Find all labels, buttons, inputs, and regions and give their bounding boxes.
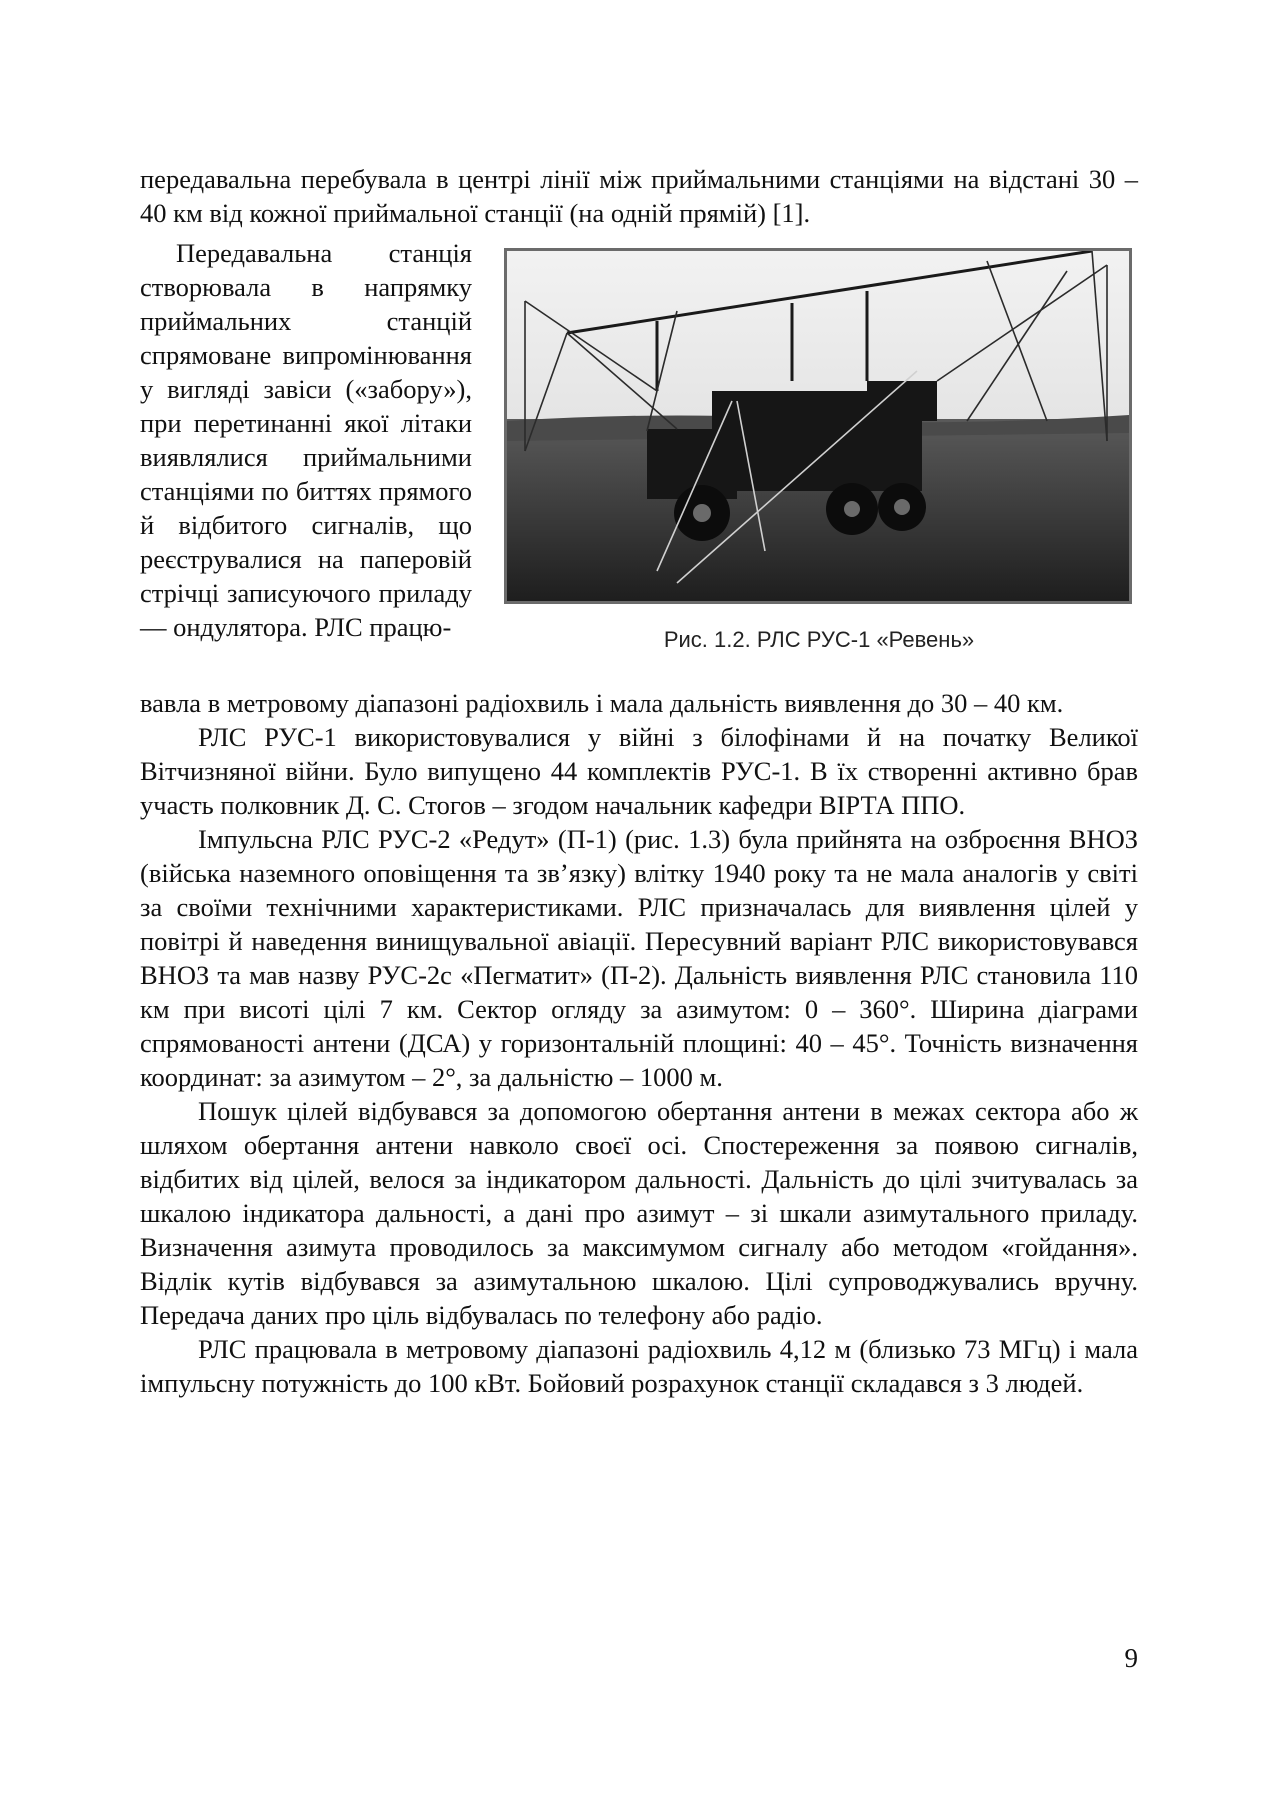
- paragraph-target-search: Пошук цілей відбувався за допомогою обертання антени в межах сектора або ж шляхом обертання антени навколо своєї осі. Спостереження за появою сигналів, відбитих від цілей, велося за індикатором дальності. Дальність до цілі зчитувалась за шкалою індикатора дальності, а дані про азимут – зі шкали азимутального приладу. Визначення азимута проводилось за максимумом сигналу або методом «гойдання». Відлік кутів відбувався за азимутальною шкалою. Цілі супроводжувались вручну. Передача даних про ціль відбувалась по телефону або радіо.: [140, 1096, 1138, 1330]
- paragraph-operating-range: РЛС працювала в метровому діапазоні радіохвиль 4,12 м (близько 73 МГц) і мала імпульсну потужність до 100 кВт. Бойовий розрахунок станції складався з 3 людей.: [140, 1334, 1138, 1398]
- page-number: 9: [1124, 1643, 1138, 1673]
- figure-1-2: [504, 248, 1134, 654]
- wrapped-paragraph-end: вавла в метровому діапазоні радіохвиль і мала дальність виявлення до 30 – 40 км.: [140, 688, 1064, 718]
- intro-paragraph-block: [140, 162, 1138, 230]
- radar-truck-illustration: [507, 251, 1129, 601]
- paragraph-rus1-usage: РЛС РУС-1 використовувалися у війні з білофінами й на початку Великої Вітчизняної війни. Було випущено 44 комплектів РУС-1. В їх створенні активно брав участь полковник Д. С. Стогов – згодом начальник кафедри ВІРТА ППО.: [140, 722, 1138, 820]
- intro-paragraph: передавальна перебувала в центрі лінії між приймальними станціями на відстані 30 – 40 км від кожної приймальної станції (на одній прямій) [1].: [140, 164, 1138, 228]
- paragraph-rus2-redut: Імпульсна РЛС РУС-2 «Редут» (П-1) (рис. 1.3) була прийнята на озброєння ВНОЗ (війська наземного оповіщення та зв’язку) влітку 1940 року та не мала аналогів у світі за своїми технічними характеристиками. РЛС призначалась для виявлення цілей у повітрі й наведення винищувальної авіації. Пересувний варіант РЛС використовувався ВНОЗ та мав назву РУС-2с «Пегматит» (П-2). Дальність виявлення РЛС становила 110 км при висоті цілі 7 км. Сектор огляду за азимутом: 0 – 360°. Ширина діаграми спрямованості антени (ДСА) у горизонтальній площині: 40 – 45°. Точність визначення координат: за азимутом – 2°, за дальністю – 1000 м.: [140, 824, 1138, 1092]
- main-text-block: [140, 686, 1138, 1400]
- figure-wrap-area: [140, 236, 1138, 652]
- wrapped-paragraph-start: Передавальна станція створювала в напрямку приймальних станцій спрямоване випромінювання у вигляді завіси («забору»), при перетинанні якої літаки виявлялися приймальними станціями по биттях прямого й відбитого сигналів, що реєструвалися на паперовій стрічці записуючого приладу — ондулятора. РЛС працю-: [140, 238, 472, 642]
- figure-caption: Рис. 1.2. РЛС РУС-1 «Ревень»: [663, 627, 975, 652]
- radar-photo: [504, 248, 1132, 604]
